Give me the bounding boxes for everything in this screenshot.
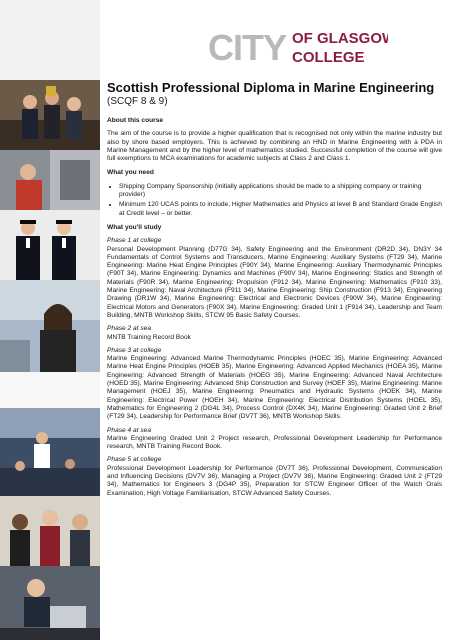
- requirements-list: [107, 183, 442, 218]
- phase-5: [107, 456, 442, 497]
- phase-text: Marine Engineering Graded Unit 2 Project research, Professional Development Leadership for Performance research, MNTB Training Record Book.: [107, 434, 442, 451]
- phase-text: Marine Engineering: Advanced Marine Thermodynamic Principles (HOEC 35), Marine Engineering: Advanced Marine Heat Engine Principles (HOEB 35), Marine Engineering: Advanced Applied Mechanics (HOEA 35), Marine Engineering: Advanced Strength of Materials (HOEG 35), Marine Engineering: Advanced Naval Architecture (HOED 35), Marine Engineering: Advanced Ship Construction and Survey (HOEF 35), Marine Engineering: Marine Management (HOEJ 35), Marine Engineering: Pneumatics and Hydraulic Systems (HOEK 34), Marine Engineering: Electrical Power (HOEH 34), Marine Engineering: Electrical Distribution Systems (HOEL 35), Mathematics for Engineering 2 (DG4L 34), Process Control (DX4K 34), Marine Engineering: Graded Unit 2 Brief (FT29 34), Leadership for Performance Brief (DV7T 36), MNTB Workshop Skills.: [107, 355, 442, 421]
- phase-title: Phase 5 at college: [107, 456, 162, 464]
- phase-text: Professional Development Leadership for Performance (DV7T 36), Professional Development, Communication and Influencing Decisions (DV7V 36), Managing a Project (DV7V 36), Marine Engineering: Graded Unit 2 (FT29 34), Mathematics for Engineers 3 (DG4P 35), Preparation for STCW Engineer Officer of the Watch Orals Examination, High Voltage Familiarisation, STCW Advanced Safety Courses.: [107, 464, 442, 497]
- students-group-photo: [0, 496, 100, 566]
- phase-1: [107, 237, 442, 320]
- phase-title: Phase 3 at college: [107, 346, 162, 354]
- phase-text: MNTB Training Record Book: [107, 333, 191, 341]
- about-text: The aim of the course is to provide a higher qualification that is recognised not only within the marine industry but also by shore based employers. This is achieved by combining an HND in Marine Engineering with a PDA in Marine Management and by the higher level of mathematics studied. Successful completion of the course will give full exemptions to MCA examinations for academic subjects at Class 2 and Class 1.: [107, 130, 442, 163]
- page-title: Scottish Professional Diploma in Marine Engineering: [107, 80, 435, 95]
- officers-uniform-photo: [0, 210, 100, 280]
- student-portrait-photo: [0, 280, 100, 372]
- svg-text:COLLEGE: COLLEGE: [292, 49, 365, 66]
- phase-4: [107, 427, 442, 452]
- course-content: [107, 80, 442, 503]
- study-heading: What you'll study: [107, 223, 162, 231]
- phase-2: [107, 325, 442, 342]
- students-trophy-photo: [0, 80, 100, 152]
- svg-text:OF GLASGOW: OF GLASGOW: [292, 30, 388, 47]
- phase-text: Personal Development Planning (D77G 34), Safety Engineering and the Environment (DR2D 34), DN3Y 34 Fundamentals of Control Systems and Transducers, Marine Engineering: Auxiliary Systems (FT29 34), Marine Engineering: Marine Heat Engine Principles (F90Y 34), Marine Engineering: Auxiliary Thermodynamic Principles (F90T 34), Marine Engineering: Dynamics and Machines (F90V 34), Marine Engineering: Statics and Strength of Materials (F90R 34), Marine Engineering: Propulsion (F912 34), Marine Engineering: Mathematics (F910 33), Marine Engineering: Naval Architecture (F911 34), Marine Engineering: Ship Construction (F913 34), Engineering Drawing (DR1W 34), Marine Engineering: Electrical and Electronic Devices (F90W 34), Marine Engineering: Electrical Motors and Generators (F90X 34), Marine Engineering: Graded Unit 1 (F914 34), Leadership and Team Building, MNTB Workshop Skills, STCW 95 Basic Safety Courses.: [107, 245, 442, 319]
- requirement-item: • Minimum 120 UCAS points to include, Higher Mathematics and Physics at level B and Standard Grade English at Credit level – or better.: [119, 201, 442, 218]
- college-logo: [208, 24, 388, 68]
- phase-title: Phase 1 at college: [107, 237, 162, 245]
- phase-3: [107, 347, 442, 422]
- about-heading: About this course: [107, 117, 164, 124]
- requirement-item: • Shipping Company Sponsorship (initially applications should be made to a shipping company or training provider): [119, 183, 442, 200]
- phase-title: Phase 2 at sea: [107, 325, 151, 333]
- need-heading: What you need: [107, 169, 154, 177]
- svg-text:CITY: CITY: [208, 27, 287, 68]
- classroom-photo: [0, 408, 100, 496]
- phase-title: Phase 4 at sea: [107, 426, 151, 434]
- blank-photo-gap: [0, 372, 100, 408]
- page-subtitle: (SCQF 8 & 9): [107, 96, 168, 107]
- student-laptop-photo: [0, 566, 100, 640]
- engine-room-photo: [0, 150, 100, 210]
- photo-strip: [0, 0, 100, 640]
